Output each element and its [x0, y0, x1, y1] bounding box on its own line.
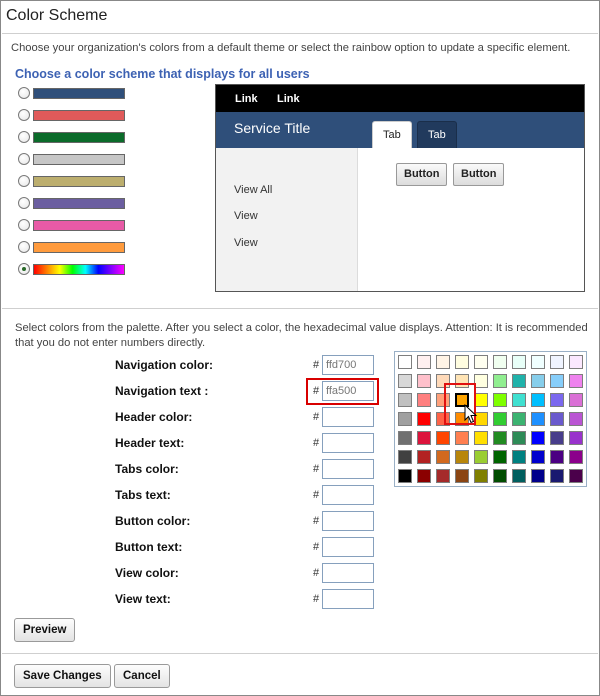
palette-color-cell[interactable] — [512, 355, 526, 369]
scheme-radio[interactable] — [18, 87, 30, 99]
field-label: Tabs color: — [115, 462, 179, 476]
color-scheme-option[interactable] — [18, 109, 125, 121]
field-label: Header color: — [115, 410, 193, 424]
color-scheme-option[interactable] — [18, 87, 125, 99]
palette-color-cell[interactable] — [531, 393, 545, 407]
palette-color-cell[interactable] — [569, 374, 583, 388]
hex-color-input[interactable] — [322, 563, 374, 583]
hex-color-input[interactable] — [322, 459, 374, 479]
preview-service-title: Service Title — [234, 120, 311, 136]
field-label: Navigation color: — [115, 358, 214, 372]
hash-symbol: # — [313, 593, 320, 605]
palette-color-cell[interactable] — [531, 412, 545, 426]
hex-color-input[interactable] — [322, 589, 374, 609]
scheme-swatch[interactable] — [33, 88, 125, 99]
scheme-radio[interactable] — [18, 153, 30, 165]
palette-color-cell[interactable] — [569, 355, 583, 369]
hash-symbol: # — [313, 437, 320, 449]
scheme-swatch[interactable] — [33, 154, 125, 165]
scheme-swatch[interactable] — [33, 242, 125, 253]
palette-color-cell[interactable] — [569, 393, 583, 407]
divider — [2, 308, 598, 309]
palette-color-cell[interactable] — [512, 469, 526, 483]
palette-color-cell[interactable] — [531, 374, 545, 388]
palette-color-cell[interactable] — [455, 469, 469, 483]
preview-button[interactable]: Button — [396, 163, 447, 186]
scheme-radio[interactable] — [18, 263, 30, 275]
palette-color-cell[interactable] — [417, 355, 431, 369]
palette-color-cell[interactable] — [474, 431, 488, 445]
color-scheme-option[interactable] — [18, 241, 125, 253]
palette-instructions: Select colors from the palette. After you select a color, the hexadecimal value displays. Attention: It is recommended that you do not enter numbers directly. — [15, 322, 588, 349]
palette-color-cell[interactable] — [436, 450, 450, 464]
palette-color-cell[interactable] — [474, 450, 488, 464]
preview-view[interactable]: View — [234, 237, 258, 249]
palette-color-cell[interactable] — [512, 450, 526, 464]
scheme-radio[interactable] — [18, 241, 30, 253]
hex-color-input[interactable] — [322, 355, 374, 375]
field-label: View color: — [115, 566, 179, 580]
palette-color-cell[interactable] — [550, 355, 564, 369]
preview-nav-link[interactable]: Link — [235, 93, 258, 105]
palette-color-cell[interactable] — [531, 469, 545, 483]
palette-color-cell[interactable] — [550, 469, 564, 483]
palette-color-cell[interactable] — [512, 393, 526, 407]
palette-color-cell[interactable] — [512, 374, 526, 388]
preview-button[interactable]: Button — [453, 163, 504, 186]
palette-color-cell[interactable] — [436, 469, 450, 483]
theme-preview — [215, 84, 585, 292]
palette-color-cell[interactable] — [398, 450, 412, 464]
scheme-radio[interactable] — [18, 131, 30, 143]
palette-color-cell[interactable] — [398, 355, 412, 369]
palette-color-cell[interactable] — [531, 450, 545, 464]
field-label: Button color: — [115, 514, 191, 528]
hash-symbol: # — [313, 541, 320, 553]
hex-color-input[interactable] — [322, 485, 374, 505]
hex-color-input[interactable] — [322, 511, 374, 531]
palette-color-cell[interactable] — [417, 412, 431, 426]
palette-color-cell[interactable] — [398, 412, 412, 426]
cancel-button[interactable]: Cancel — [114, 664, 170, 688]
palette-color-cell[interactable] — [417, 374, 431, 388]
preview-nav-bar — [216, 85, 584, 112]
save-changes-button[interactable]: Save Changes — [14, 664, 111, 688]
scheme-heading: Choose a color scheme that displays for all users — [15, 67, 310, 81]
palette-color-cell[interactable] — [569, 450, 583, 464]
palette-color-cell[interactable] — [417, 469, 431, 483]
divider — [2, 653, 598, 654]
color-scheme-option[interactable] — [18, 219, 125, 231]
divider — [2, 33, 598, 34]
palette-color-cell[interactable] — [493, 374, 507, 388]
palette-color-cell[interactable] — [474, 355, 488, 369]
hash-symbol: # — [313, 489, 320, 501]
palette-color-cell[interactable] — [436, 355, 450, 369]
preview-tab-active[interactable]: Tab — [372, 121, 412, 148]
hex-color-input[interactable] — [322, 537, 374, 557]
palette-color-cell[interactable] — [531, 355, 545, 369]
hex-color-input[interactable] — [322, 407, 374, 427]
hash-symbol: # — [313, 359, 320, 371]
hex-color-input[interactable] — [322, 433, 374, 453]
hash-symbol: # — [313, 463, 320, 475]
scheme-swatch[interactable] — [33, 132, 125, 143]
hash-symbol: # — [313, 515, 320, 527]
palette-color-cell[interactable] — [569, 469, 583, 483]
palette-color-cell[interactable] — [493, 469, 507, 483]
palette-color-cell[interactable] — [493, 431, 507, 445]
palette-color-cell[interactable] — [512, 412, 526, 426]
palette-color-cell[interactable] — [455, 431, 469, 445]
rainbow-swatch[interactable] — [33, 264, 125, 275]
preview-button[interactable]: Preview — [14, 618, 75, 642]
palette-color-cell[interactable] — [569, 412, 583, 426]
intro-text: Choose your organization's colors from a default theme or select the rainbow option to update a specific element. — [11, 42, 571, 54]
palette-color-cell[interactable] — [493, 450, 507, 464]
palette-color-cell[interactable] — [417, 450, 431, 464]
hash-symbol: # — [313, 411, 320, 423]
palette-color-cell[interactable] — [474, 374, 488, 388]
palette-color-cell[interactable] — [436, 431, 450, 445]
palette-color-cell[interactable] — [417, 431, 431, 445]
field-label: Tabs text: — [115, 488, 171, 502]
preview-sidebar — [216, 148, 358, 292]
page-title: Color Scheme — [6, 7, 108, 24]
palette-color-cell[interactable] — [398, 374, 412, 388]
scheme-swatch[interactable] — [33, 176, 125, 187]
color-scheme-option[interactable] — [18, 175, 125, 187]
scheme-radio[interactable] — [18, 109, 30, 121]
navigation-text-highlight — [306, 378, 379, 405]
color-scheme-option[interactable] — [18, 197, 125, 209]
hash-symbol: # — [313, 385, 320, 397]
palette-color-cell[interactable] — [550, 450, 564, 464]
palette-color-cell[interactable] — [550, 393, 564, 407]
palette-color-cell[interactable] — [493, 355, 507, 369]
scheme-swatch[interactable] — [33, 110, 125, 121]
color-scheme-option[interactable] — [18, 263, 125, 275]
mouse-cursor-icon — [464, 404, 478, 424]
palette-color-cell[interactable] — [493, 412, 507, 426]
palette-color-cell[interactable] — [550, 412, 564, 426]
color-scheme-option[interactable] — [18, 153, 125, 165]
preview-view-all[interactable]: View All — [234, 184, 273, 196]
palette-color-cell[interactable] — [455, 450, 469, 464]
palette-color-cell[interactable] — [550, 374, 564, 388]
field-label: View text: — [115, 592, 171, 606]
hash-symbol: # — [313, 567, 320, 579]
field-label: Button text: — [115, 540, 183, 554]
palette-color-cell[interactable] — [398, 431, 412, 445]
preview-tab[interactable]: Tab — [417, 121, 457, 148]
field-label: Navigation text : — [115, 384, 209, 398]
preview-view[interactable]: View — [234, 210, 258, 222]
preview-nav-link[interactable]: Link — [277, 93, 300, 105]
scheme-radio[interactable] — [18, 219, 30, 231]
palette-color-cell[interactable] — [493, 393, 507, 407]
scheme-radio[interactable] — [18, 197, 30, 209]
scheme-swatch[interactable] — [33, 220, 125, 231]
palette-color-cell[interactable] — [474, 469, 488, 483]
scheme-radio[interactable] — [18, 175, 30, 187]
palette-color-cell[interactable] — [512, 431, 526, 445]
palette-color-cell[interactable] — [398, 469, 412, 483]
palette-color-cell[interactable] — [417, 393, 431, 407]
scheme-swatch[interactable] — [33, 198, 125, 209]
palette-color-cell[interactable] — [398, 393, 412, 407]
palette-color-cell[interactable] — [569, 431, 583, 445]
palette-color-cell[interactable] — [550, 431, 564, 445]
color-scheme-option[interactable] — [18, 131, 125, 143]
palette-color-cell[interactable] — [531, 431, 545, 445]
preview-header — [216, 112, 584, 148]
field-label: Header text: — [115, 436, 185, 450]
palette-color-cell[interactable] — [455, 355, 469, 369]
